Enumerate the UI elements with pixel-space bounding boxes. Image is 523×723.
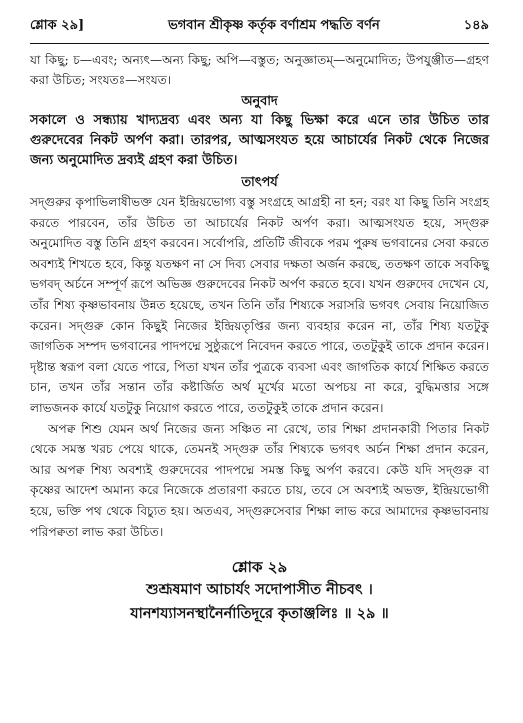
verse-line-1: শুশ্রূষমাণ আচার্যং সদোপাসীত নীচবৎ । bbox=[146, 581, 373, 599]
purport-heading: তাৎপর্য bbox=[241, 175, 278, 190]
verse-heading: শ্লোক ২৯ bbox=[231, 558, 288, 577]
running-header bbox=[30, 0, 489, 37]
page-number: ১৪৯ bbox=[463, 18, 489, 33]
header-verse-ref: শ্লোক ২৯] bbox=[30, 18, 85, 33]
synonyms-text: যা কিছু; চ—এবং; অন্যৎ—অন্য কিছু; অপি—বস্তুত; অনুজ্ঞাতম্—অনুমোদিত; উপযুঞ্জীত—গ্রহণ করা উচিত; সংযতঃ—সংযত। bbox=[30, 53, 489, 87]
purport-body bbox=[30, 192, 489, 542]
purport-paragraph-2: অপক্ব শিশু যেমন অর্থ নিজের জন্য সঞ্চিত না রেখে, তার শিক্ষা প্রদানকারী পিতার নিকট থেকে সমস্ত খরচ পেয়ে থাকে, তেমনই সদ্গুরু তাঁর শিষ্যকে ভগবৎ অর্চন শিক্ষা প্রদান করেন, আর অপক্ব শিষ্য অবশ্যই গুরুদেবের পাদপদ্মে সমস্ত কিছু অর্পণ করবে। কেউ যদি সদ্গুরু বা কৃষ্ণের আদেশ অমান্য করে নিজেকে প্রতারণা করতে চায়, তবে সে অবশ্যই অভক্ত, ইন্দ্রিয়ভোগী হয়ে, ভক্তি পথ থেকে বিচ্যুত হয়। অতএব, সদ্গুরুসেবার শিক্ষা লাভ করে আমাদের কৃষ্ণভাবনায় পরিপক্বতা লাভ করা উচিত। bbox=[30, 421, 489, 539]
header-chapter-title: ভগবান শ্রীকৃষ্ণ কর্তৃক বর্ণাশ্রম পদ্ধতি বর্ণন bbox=[168, 18, 380, 33]
translation-text: সকালে ও সন্ধ্যায় খাদ্যদ্রব্য এবং অন্য যা কিছু ভিক্ষা করে এনে তার উচিত তার গুরুদেবের নিকট অর্পণ করা। তারপর, আত্মসংযত হয়ে আচার্যের নিকট থেকে নিজের জন্য অনুমোদিত দ্রব্যই গ্রহণ করা উচিত। bbox=[30, 113, 489, 168]
purport-paragraph-1: সদ্গুরুর কৃপাভিলাষীভক্ত যেন ইন্দ্রিয়ভোগ্য বস্তু সংগ্রহে আগ্রহী না হন; বরং যা কিছু তিনি সংগ্রহ করতে পারবেন, তাঁর উচিত তা আচার্যের নিকট অর্পণ করা। আত্মসংযত হয়ে, সদ্গুরু অনুমোদিত বস্তু তিনি গ্রহণ করবেন। সর্বোপরি, প্রতিটি জীবকে পরম পুরুষ ভগবানের সেবা করতে অবশ্যই শিখতে হবে, কিন্তু যতক্ষণ না সে দিব্য সেবার দক্ষতা অর্জন করছে, ততক্ষণ তাকে সবকিছু ভগবদ্ অর্চনে সম্পূর্ণ রূপে অভিজ্ঞ গুরুদেবের নিকট অর্পণ করতে হবে। যখন গুরুদেব দেখেন যে, তাঁর শিষ্য কৃষ্ণভাবনায় উন্নত হয়েছে, তখন তিনি তাঁর শিষ্যকে সরাসরি ভগবৎ সেবায় নিয়োজিত করেন। সদ্গুরু কোন কিছুই নিজের ইন্দ্রিয়তৃপ্তির জন্য ব্যবহার করেন না, তাঁর শিষ্য যতটুকু জাগতিক সম্পদ ভগবানের পাদপদ্মে সুষ্ঠুরূপে নিবেদন করতে পারে, ততটুকুই তাকে প্রদান করেন। দৃষ্টান্ত স্বরূপ বলা যেতে পারে, পিতা যখন তাঁর পুত্রকে ব্যবসা এবং জাগতিক কার্যে শিক্ষিত করতে চান, তখন তাঁর সন্তান তাঁর কষ্টার্জিত অর্থ মূর্খের মতো অপচয় না করে, বুদ্ধিমত্তার সঙ্গে লাভজনক কার্যে যতটুকু নিয়োগ করতে পারে, ততটুকুই তাকে প্রদান করেন। bbox=[30, 195, 489, 415]
verse-line-2: যানশয্যাসনস্থানৈর্নাতিদূরে কৃতাঞ্জলিঃ ॥ ২৯ ॥ bbox=[130, 605, 389, 623]
header-divider bbox=[30, 43, 489, 44]
next-verse bbox=[30, 556, 489, 626]
translation-heading: অনুবাদ bbox=[241, 94, 278, 109]
